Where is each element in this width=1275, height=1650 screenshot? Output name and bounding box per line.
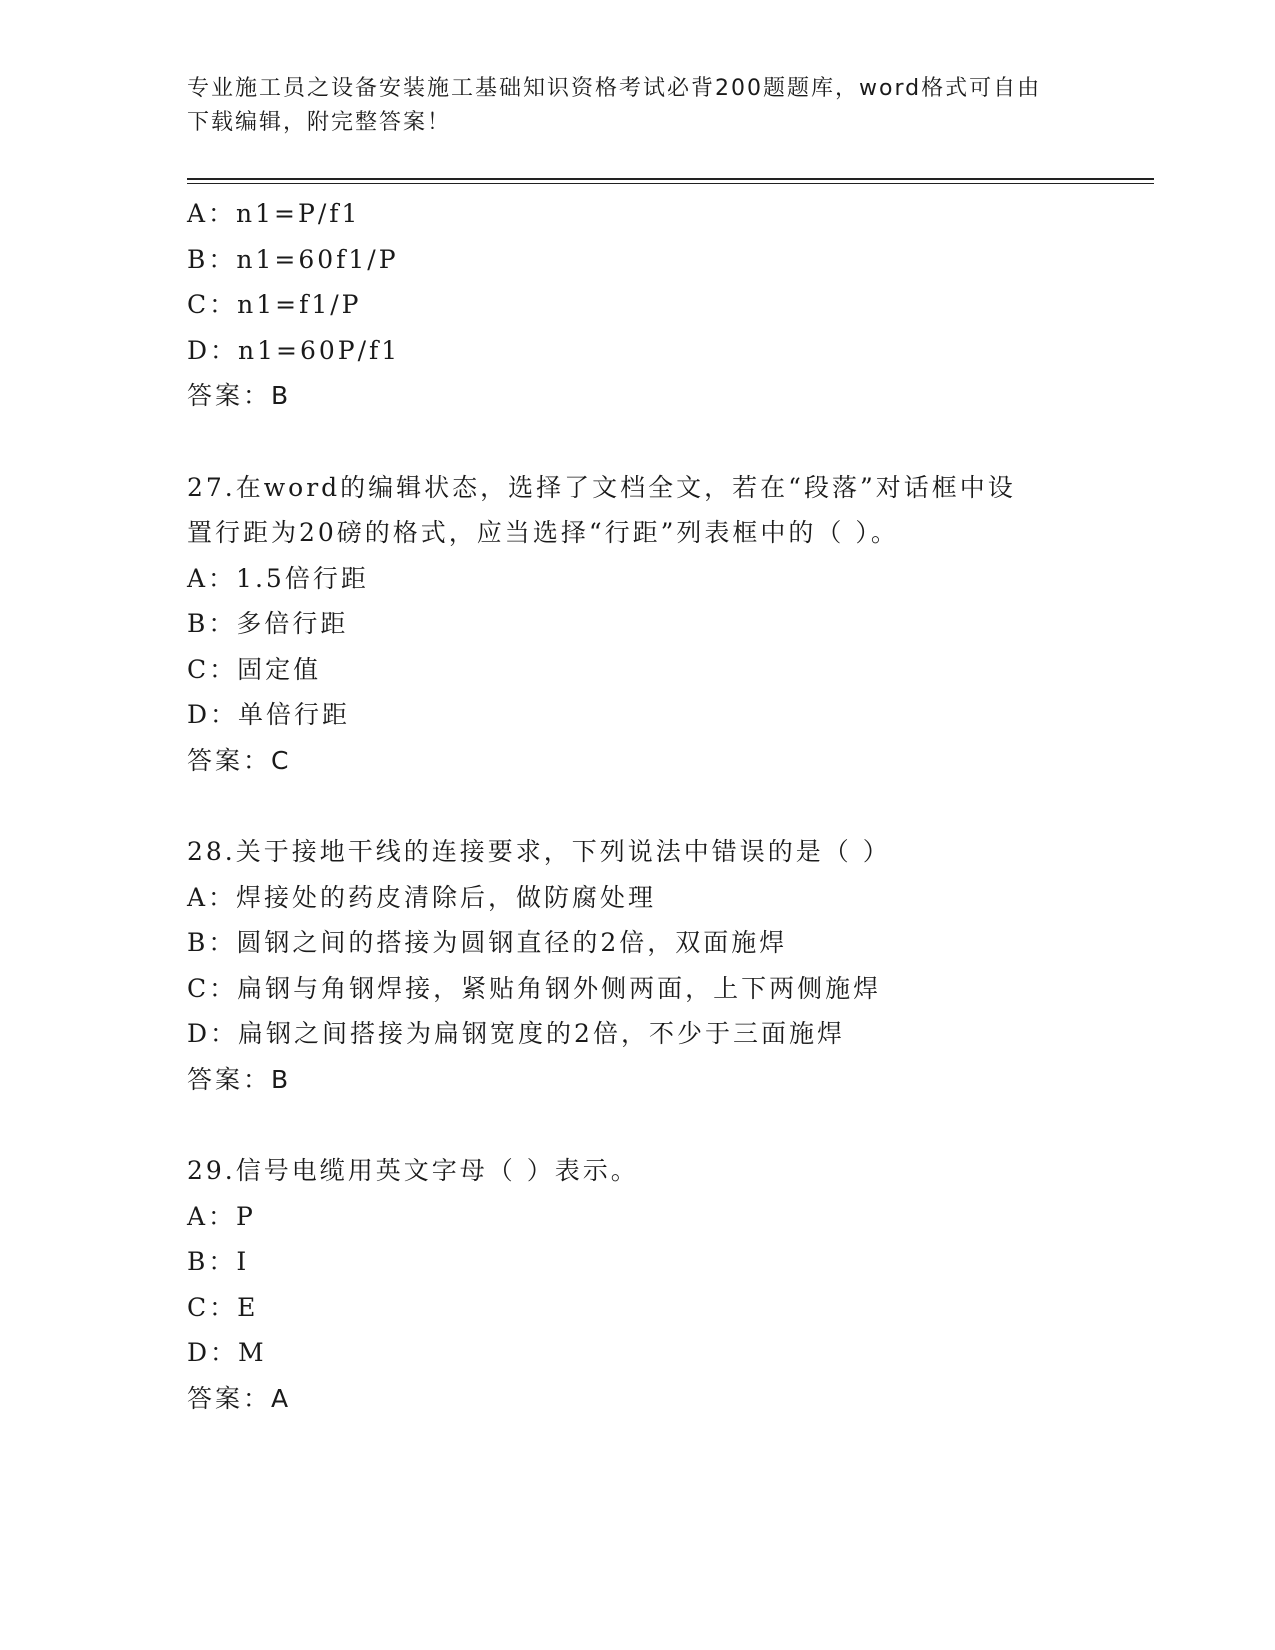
option-a: A：n1=P/f1 — [187, 199, 361, 228]
question-text: 27.在word的编辑状态，选择了文档全文，若在“段落”对话框中设 — [187, 472, 1016, 502]
answer-line: 答案：C — [187, 745, 292, 775]
header-line-2: 下载编辑，附完整答案！ — [187, 110, 452, 135]
option-d: D：n1=60P/f1 — [187, 335, 401, 365]
option-c: C：扁钢与角钢焊接，紧贴角钢外侧两面，上下两侧施焊 — [187, 973, 882, 1003]
option-c: C：固定值 — [187, 654, 322, 684]
option-a: A：P — [187, 1201, 256, 1231]
option-c: C：n1=f1/P — [187, 290, 362, 319]
option-b: B：I — [187, 1247, 250, 1276]
question-text: 28.关于接地干线的连接要求，下列说法中错误的是（ ） — [187, 837, 891, 866]
option-a: A：1.5倍行距 — [187, 563, 369, 593]
answer-line: 答案：B — [187, 381, 292, 410]
header-divider-thin — [187, 183, 1154, 184]
option-d: D：M — [187, 1338, 267, 1367]
option-c: C：E — [187, 1292, 259, 1322]
option-b: B：圆钢之间的搭接为圆钢直径的2倍，双面施焊 — [187, 928, 788, 957]
page-header — [187, 72, 1087, 140]
question-block-28 — [187, 829, 1147, 1102]
option-b: B：n1=60f1/P — [187, 244, 399, 274]
option-a: A：焊接处的药皮清除后，做防腐处理 — [187, 882, 657, 912]
option-d: D：单倍行距 — [187, 700, 351, 729]
header-divider-thick — [187, 178, 1154, 180]
spacer — [187, 419, 1147, 465]
option-b: B：多倍行距 — [187, 609, 349, 638]
question-block-26 — [187, 191, 1147, 419]
question-text: 29.信号电缆用英文字母（ ）表示。 — [187, 1156, 639, 1185]
spacer — [187, 1102, 1147, 1148]
question-text-continued: 置行距为20磅的格式，应当选择“行距”列表框中的（ ）。 — [187, 518, 899, 547]
option-d: D：扁钢之间搭接为扁钢宽度的2倍，不少于三面施焊 — [187, 1019, 845, 1048]
spacer — [187, 783, 1147, 829]
header-line-1: 专业施工员之设备安装施工基础知识资格考试必背200题题库，word格式可自由 — [187, 76, 1042, 101]
question-block-27 — [187, 465, 1147, 784]
question-block-29 — [187, 1148, 1147, 1421]
answer-line: 答案：B — [187, 1064, 292, 1094]
answer-line: 答案：A — [187, 1383, 292, 1413]
question-list — [187, 191, 1147, 1421]
